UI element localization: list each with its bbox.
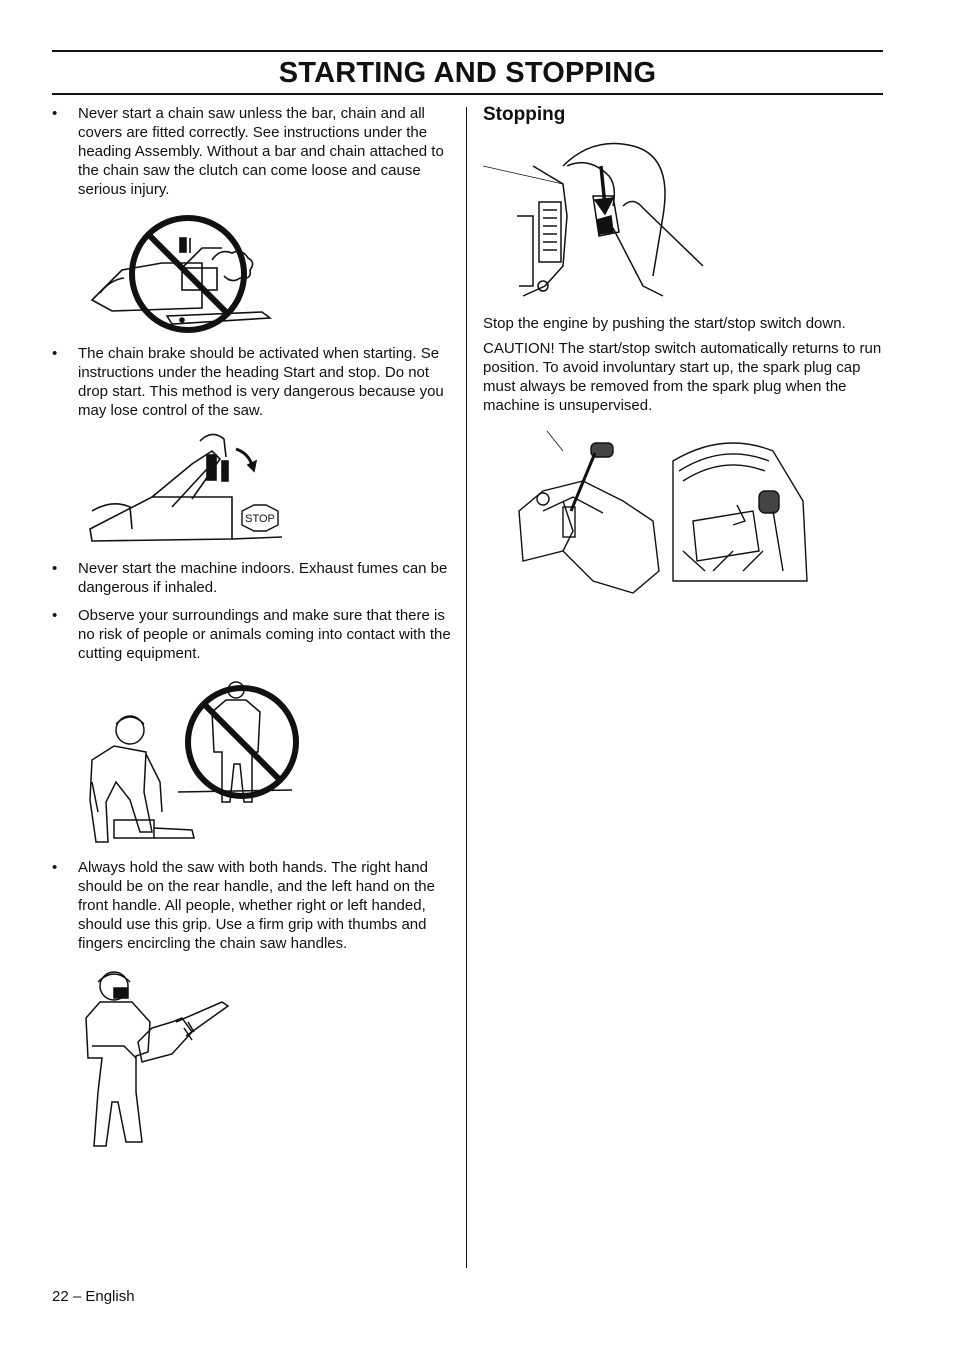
bystander-warning-illustration	[52, 672, 452, 850]
bullet-both-hands: • Always hold the saw with both hands. The right hand should be on the rear handle, and the left hand on the front handle. All people, whether right or left handed, should use this grip. Use a firm grip with thumbs and fingers encircling the chain saw handles.	[52, 858, 452, 953]
bullet-chain-brake: • The chain brake should be activated when starting. Se instructions under the heading Start and stop. Do not drop start. This method is very dangerous because you may lose control of the saw.	[52, 344, 452, 420]
column-divider	[466, 107, 467, 1268]
chain-brake-start-illustration	[52, 429, 452, 551]
stop-instruction: Stop the engine by pushing the start/stop switch down.	[483, 315, 846, 332]
page-footer: 22 – English	[52, 1288, 135, 1305]
right-column	[483, 104, 883, 599]
header-rule-top	[52, 50, 883, 52]
two-hand-grip-illustration	[52, 962, 452, 1162]
stop-sign-label: STOP	[245, 513, 275, 525]
page-title: STARTING AND STOPPING	[278, 57, 657, 89]
stop-switch-illustration	[483, 136, 883, 304]
caution-text: CAUTION! The start/stop switch automatically returns to run position. To avoid involuntary start up, the spark plug cap must always be removed from the spark plug when the machine is unsupervised.	[483, 340, 882, 414]
left-column	[52, 104, 452, 1162]
bullet-no-indoor-start: • Never start the machine indoors. Exhaust fumes can be dangerous if inhaled.	[52, 559, 452, 597]
no-start-without-bar-illustration	[52, 208, 452, 336]
header-rule-bottom	[52, 93, 883, 95]
bullet-bar-chain-fitted: • Never start a chain saw unless the bar, chain and all covers are fitted correctly. See instructions under the heading Assembly. Without a bar and chain attached to the chain saw the clutch can come loose and cause serious injury.	[52, 104, 452, 199]
section-heading-stopping: Stopping	[483, 104, 566, 125]
bullet-observe-surroundings: • Observe your surroundings and make sure that there is no risk of people or animals coming into contact with the cutting equipment.	[52, 606, 452, 663]
spark-plug-cap-illustration	[483, 421, 883, 599]
